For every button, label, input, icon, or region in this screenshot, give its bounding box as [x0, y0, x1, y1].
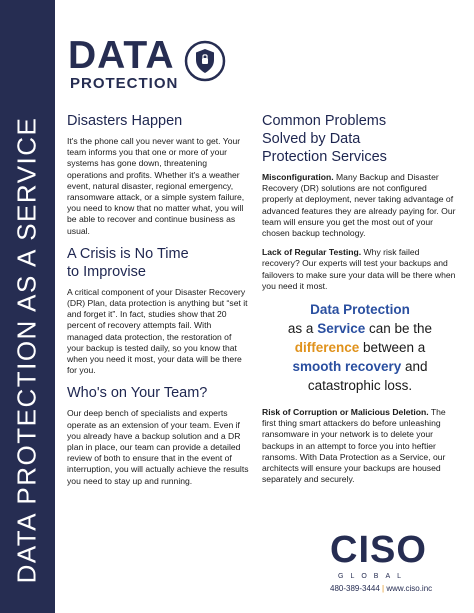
heading-crisis-line2: to Improvise: [67, 263, 146, 280]
body-disasters: It's the phone call you never want to get. Your team informs you that one or more of your systems has gone down, threatening operations and profits. Whether it's a weather event, natural disaster, regional emergency, ransomware attack, or a simple system failure, you need to know that no matter what, you will be able to recover and continue business as usual.: [67, 136, 245, 236]
ciso-global-logo: [330, 530, 450, 610]
paragraph-misconfiguration: [262, 172, 458, 239]
heading-team: Who's on Your Team?: [67, 385, 208, 402]
callout-part-7: smooth recovery: [292, 359, 402, 375]
title-main: DATA: [68, 34, 175, 77]
heading-common-problems: [262, 112, 458, 166]
contact-phone: 480-389-3444: [330, 584, 380, 593]
callout-part-4: can be the: [365, 321, 433, 337]
title-sub: PROTECTION: [70, 75, 179, 92]
lead-corruption: Risk of Corruption or Malicious Deletion.: [262, 407, 429, 418]
lead-misconfiguration: Misconfiguration.: [262, 172, 334, 182]
callout-part-8: and: [401, 359, 428, 375]
callout-part-1: Data Protection: [310, 302, 410, 318]
callout-part-6: between a: [359, 340, 426, 356]
body-crisis: A critical component of your Disaster Recovery (DR) Plan, data protection is anything but “set it and forget it”. In fact, studies show that 20 percent of recovery attempts fail. With managed data protection, the restoration of your backup is tested daily, so you know that when you need it most, your data will be there for you.: [67, 286, 248, 376]
body-testing: Why risk failed recovery? Our experts will test your backups and failovers to make sure your data will be there when you need it most.: [262, 247, 456, 291]
heading-common-line3: Protection Services: [262, 149, 387, 165]
paragraph-corruption: [262, 407, 458, 485]
callout-part-9: catastrophic loss.: [307, 378, 413, 394]
callout-part-3: Service: [317, 321, 366, 337]
sidebar-vertical-title: DATA PROTECTION AS A SERVICE: [11, 116, 42, 584]
contact-url[interactable]: www.ciso.inc: [386, 584, 433, 593]
shield-lock-icon: [184, 40, 226, 82]
contact-separator: |: [379, 584, 387, 593]
heading-disasters: Disasters Happen: [67, 113, 183, 129]
logo-subtitle: GLOBAL: [338, 573, 409, 580]
heading-crisis: [67, 245, 249, 281]
logo-wordmark: CISO: [330, 529, 427, 571]
heading-common-line2: Solved by Data: [262, 131, 361, 147]
body-misconfiguration: Many Backup and Disaster Recovery (DR) solutions are not configured properly at deployment, never taking advantage of advanced features they are already paying for. Our team will ensure you get the most out of your chosen backup technology.: [262, 172, 456, 239]
body-team: Our deep bench of specialists and experts operate as an extension of your team. Even if you already have a backup solution and a DR plan in place, our team can provide a detailed review of both to ensure that in the event of interruption, you will actually achieve the results you need to stay up and running.: [67, 408, 249, 486]
right-column: [262, 112, 458, 493]
callout-quote: [262, 300, 458, 395]
callout-part-2: as a: [287, 321, 318, 337]
callout-part-5: difference: [294, 340, 360, 356]
contact-line: [330, 584, 432, 593]
paragraph-testing: [262, 247, 458, 292]
heading-common-line1: Common Problems: [262, 113, 387, 129]
body-corruption: The first thing smart attackers do before unleashing ransomware in your network is to delete your backups in an attempt to force you into heftier ransoms. With Data Protection as a Service, our architects will ensure your backups are housed separately and securely.: [262, 407, 446, 485]
heading-crisis-line1: A Crisis is No Time: [67, 245, 189, 262]
left-column: [67, 112, 249, 495]
sidebar-band: [0, 0, 55, 613]
lead-testing: Lack of Regular Testing.: [262, 247, 362, 258]
